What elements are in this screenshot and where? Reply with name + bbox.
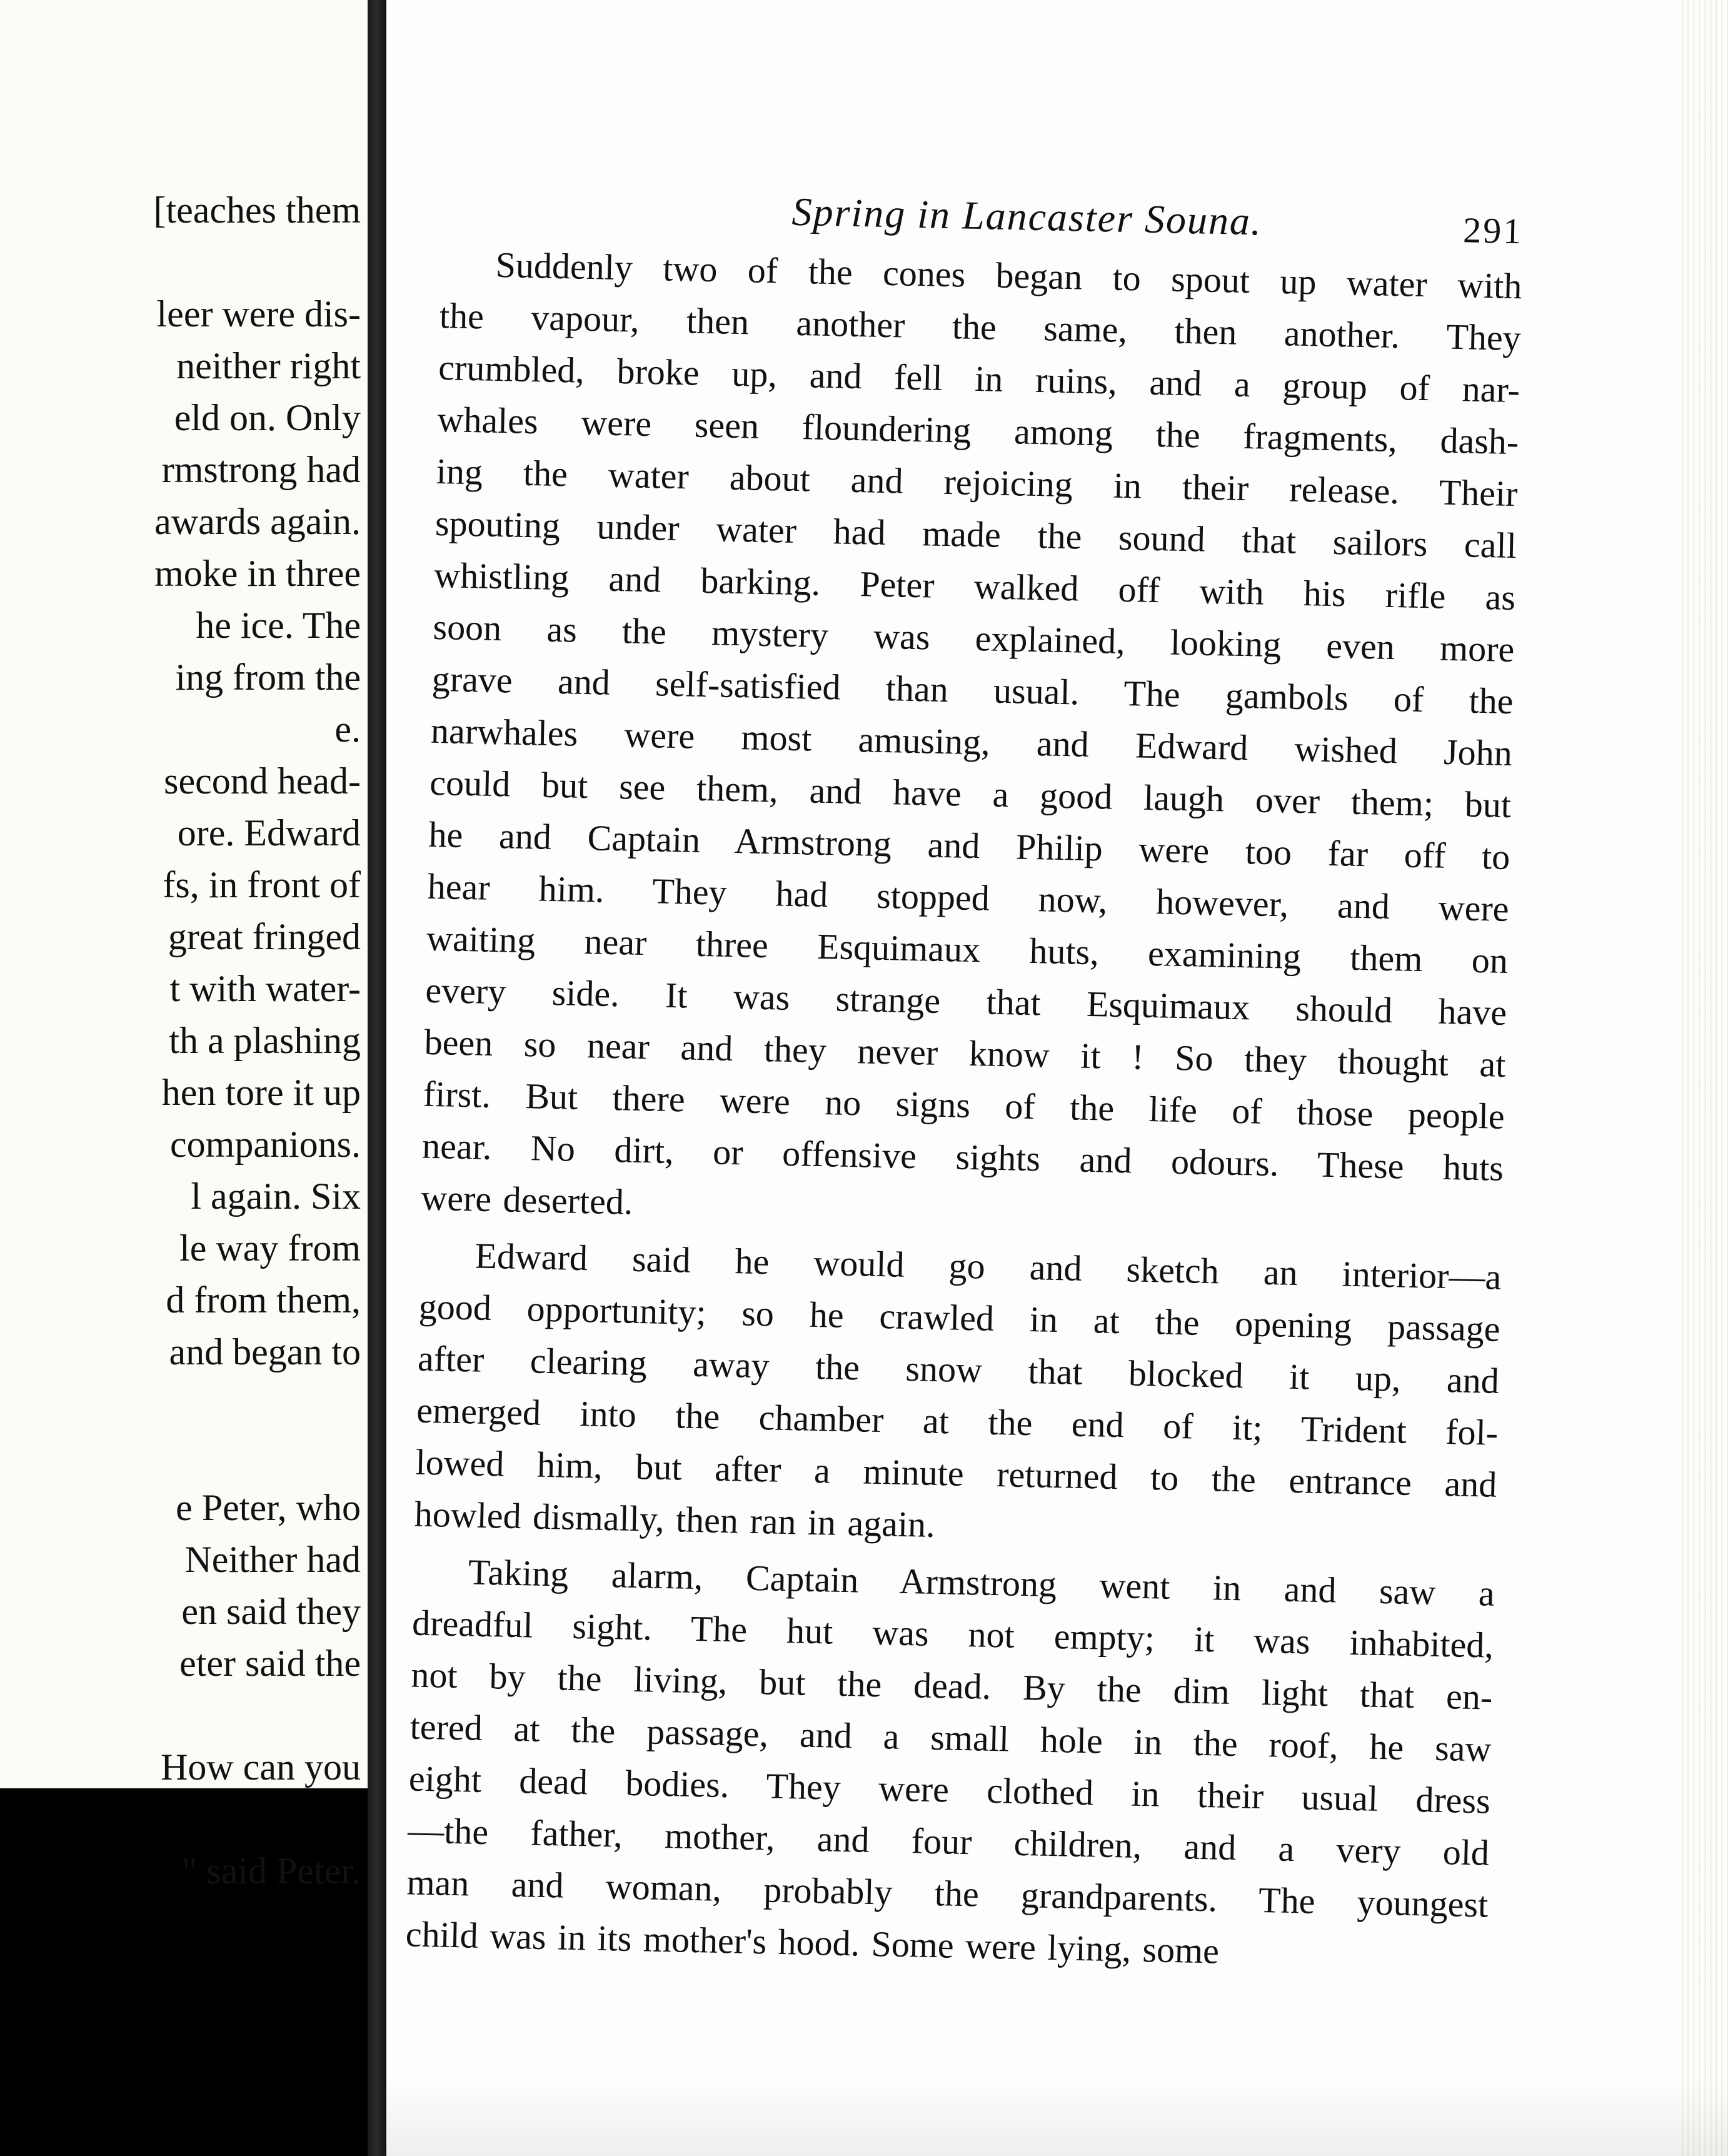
left-page-line: great fringed	[168, 916, 361, 957]
body-text	[405, 238, 1522, 1983]
text-line: every side. It was strange that Esquimaux should have	[424, 969, 1507, 1033]
left-page-line: moke in three	[154, 553, 361, 594]
left-page-line: leer were dis-	[156, 293, 361, 335]
left-page-line: d from them,	[166, 1279, 361, 1321]
paragraph	[421, 238, 1523, 1246]
text-line: not by the living, but the dead. By the dim light that en-	[410, 1654, 1493, 1718]
text-line: were deserted.	[420, 1177, 634, 1222]
text-line: howled dismally, then ran in again.	[414, 1493, 936, 1545]
left-page-line: ing from the	[175, 657, 361, 698]
left-page	[0, 0, 372, 1892]
left-page-line: he ice. The	[196, 605, 361, 646]
left-page-line: awards again.	[154, 501, 361, 542]
left-page-line: " said Peter.	[181, 1850, 361, 1892]
left-page-line: le way from	[179, 1227, 361, 1269]
text-line: been so near and they never know it ! So they thought at	[424, 1021, 1507, 1085]
left-page-line: neither right	[176, 345, 361, 386]
text-line: emerged into the chamber at the end of it; Trident fol-	[416, 1389, 1499, 1453]
text-line: whales were seen floundering among the fragments, dash-	[436, 398, 1519, 463]
running-title: Spring in Lancaster Souna.	[791, 189, 1263, 244]
text-line: dreadful sight. The hut was not empty; it was inhabited,	[411, 1602, 1494, 1666]
text-line: crumbled, broke up, and fell in ruins, and a group of nar-	[438, 346, 1520, 411]
page-number: 291	[1462, 209, 1524, 252]
text-line: —the father, mother, and four children, and a very old	[407, 1810, 1490, 1873]
left-page-line: eld on. Only	[174, 397, 361, 438]
text-line: the vapour, then another the same, then another. They	[439, 295, 1522, 359]
left-page-line: l again. Six	[191, 1176, 361, 1217]
text-line: after clearing away the snow that blocked it up, and	[417, 1337, 1500, 1401]
text-line: grave and self-satisfied than usual. The gambols of the	[431, 658, 1514, 722]
text-line: good opportunity; so he crawled in at the opening passage	[418, 1286, 1501, 1349]
text-line: spouting under water had made the sound that sailors call	[435, 502, 1517, 567]
text-line: waiting near three Esquimaux huts, examining them on	[426, 917, 1509, 981]
left-page-line: rmstrong had	[161, 449, 361, 490]
left-page-line: en said they	[181, 1591, 361, 1632]
left-page-line: and began to	[169, 1331, 361, 1373]
left-page-line: Neither had	[184, 1539, 361, 1580]
left-page-line	[0, 1378, 361, 1430]
left-page-line	[0, 236, 361, 288]
left-page-line: fs, in front of	[163, 864, 361, 905]
text-line: Edward said he would go and sketch an interior—a	[474, 1235, 1502, 1297]
paragraph	[405, 1545, 1495, 1983]
book-spine	[368, 0, 386, 2156]
text-line: tered at the passage, and a small hole in the roof, he saw	[409, 1706, 1492, 1770]
text-line: ing the water about and rejoicing in their release. Their	[436, 450, 1519, 515]
left-page-line: e.	[334, 708, 361, 750]
text-line: Suddenly two of the cones began to spout up water with	[495, 244, 1523, 307]
text-line: near. No dirt, or offensive sights and odours. These huts	[421, 1125, 1504, 1189]
text-line: soon as the mystery was explained, looking even more	[432, 606, 1515, 670]
text-line: first. But there were no signs of the life of those people	[423, 1073, 1505, 1137]
left-page-line	[0, 1793, 361, 1845]
left-page-line: hen tore it up	[161, 1072, 361, 1113]
text-line: lowed him, but after a minute returned to the entrance and	[415, 1441, 1497, 1505]
left-page-line: th a plashing	[169, 1020, 361, 1061]
text-line: whistling and barking. Peter walked off with his rifle as	[433, 554, 1516, 618]
left-page-text	[0, 184, 361, 1897]
left-page-line	[0, 1430, 361, 1482]
left-page-line	[0, 1690, 361, 1741]
text-line: eight dead bodies. They were clothed in their usual dress	[408, 1758, 1491, 1821]
page-text-block	[405, 169, 1524, 1983]
left-page-line: eter said the	[179, 1643, 361, 1684]
text-line: could but see them, and have a good laugh over them; but	[429, 762, 1512, 826]
page-edge	[1678, 0, 1728, 2156]
left-page-line: e Peter, who	[176, 1487, 361, 1528]
left-page-line: second head-	[164, 760, 361, 802]
text-line: man and woman, probably the grandparents. The youngest	[406, 1861, 1489, 1925]
text-line: hear him. They had stopped now, however, and were	[427, 865, 1510, 929]
left-page-line: companions.	[170, 1124, 361, 1165]
left-page-line: ore. Edward	[177, 812, 361, 854]
paragraph	[414, 1229, 1502, 1563]
left-page-line: [teaches them	[153, 189, 361, 231]
left-page-line: t with water-	[169, 968, 361, 1009]
text-line: Taking alarm, Captain Armstrong went in and saw a	[468, 1551, 1495, 1614]
right-page	[386, 0, 1728, 2156]
text-line: he and Captain Armstrong and Philip were too far off to	[428, 814, 1511, 877]
text-line: child was in its mother's hood. Some were lying, some	[405, 1913, 1220, 1972]
page-shadow	[386, 2081, 1728, 2156]
text-line: narwhales were most amusing, and Edward wished John	[430, 710, 1513, 774]
left-page-line: How can you	[161, 1746, 361, 1788]
